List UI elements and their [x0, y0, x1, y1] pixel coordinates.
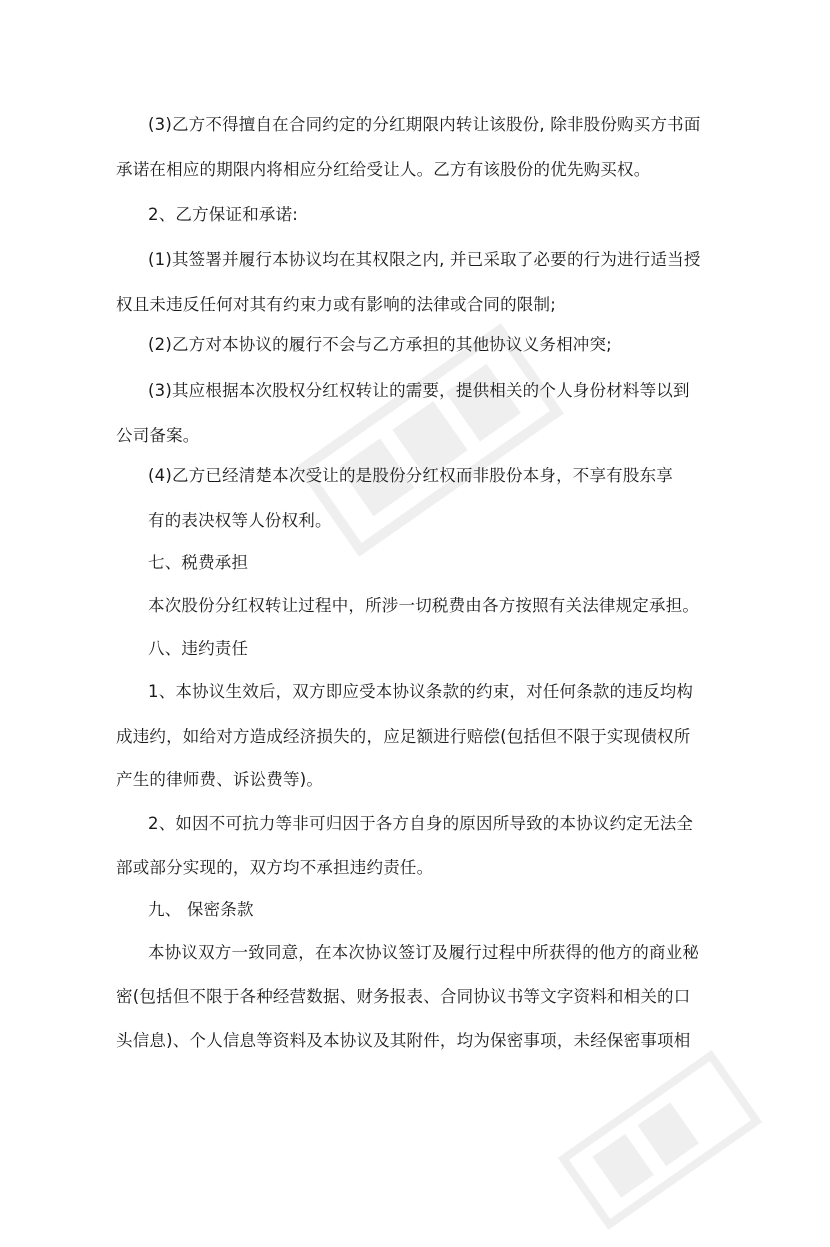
- doc-line-9: (4)乙方已经清楚本次受让的是股份分红权而非股份本身，不享有股东享: [148, 466, 673, 485]
- doc-line-22: 头信息)、个人信息等资料及本协议及其附件，均为保密事项，未经保密事项相: [116, 1031, 691, 1050]
- doc-line-7: (3)其应根据本次股权分红权转让的需要，提供相关的个人身份材料等以到: [148, 381, 690, 400]
- section-heading-tax: 七、税费承担: [148, 553, 249, 572]
- section-heading-breach: 八、违约责任: [148, 639, 249, 658]
- doc-line-15: 成违约，如给对方造成经济损失的，应足额进行赔偿(包括但不限于实现债权所: [116, 727, 691, 746]
- section-heading-confidentiality: 九、 保密条款: [148, 900, 254, 919]
- doc-line-20: 本协议双方一致同意，在本次协议签订及履行过程中所获得的他方的商业秘: [148, 943, 700, 962]
- doc-line-16: 产生的律师费、诉讼费等)。: [116, 770, 324, 789]
- doc-line-2: 承诺在相应的期限内将相应分红给受让人。乙方有该股份的优先购买权。: [116, 160, 651, 179]
- doc-line-6: (2)乙方对本协议的履行不会与乙方承担的其他协议义务相冲突;: [148, 335, 612, 354]
- doc-line-5: 权且未违反任何对其有约束力或有影响的法律或合同的限制;: [116, 295, 556, 314]
- doc-line-8: 公司备案。: [116, 426, 200, 445]
- doc-line-17: 2、如因不可抗力等非可归因于各方自身的原因所导致的本协议约定无法全: [148, 814, 694, 833]
- doc-line-10: 有的表决权等人份权利。: [148, 511, 332, 530]
- doc-line-3: 2、乙方保证和承诺:: [148, 205, 299, 224]
- doc-line-4: (1)其签署并履行本协议均在其权限之内, 并已采取了必要的行为进行适当授: [148, 250, 701, 269]
- doc-line-1: (3)乙方不得擅自在合同约定的分红期限内转让该股份, 除非股份购买方书面: [148, 115, 701, 134]
- watermark-stamp-bottom: [544, 1033, 777, 1246]
- watermark-stamp: [260, 275, 599, 604]
- doc-line-18: 部或部分实现的，双方均不承担违约责任。: [116, 858, 434, 877]
- doc-line-12: 本次股份分红权转让过程中，所涉一切税费由各方按照有关法律规定承担。: [148, 596, 700, 615]
- doc-line-21: 密(包括但不限于各种经营数据、财务报表、合同协议书等文字资料和相关的口: [116, 987, 691, 1006]
- doc-line-14: 1、本协议生效后，双方即应受本协议条款的约束，对任何条款的违反均构: [148, 682, 694, 701]
